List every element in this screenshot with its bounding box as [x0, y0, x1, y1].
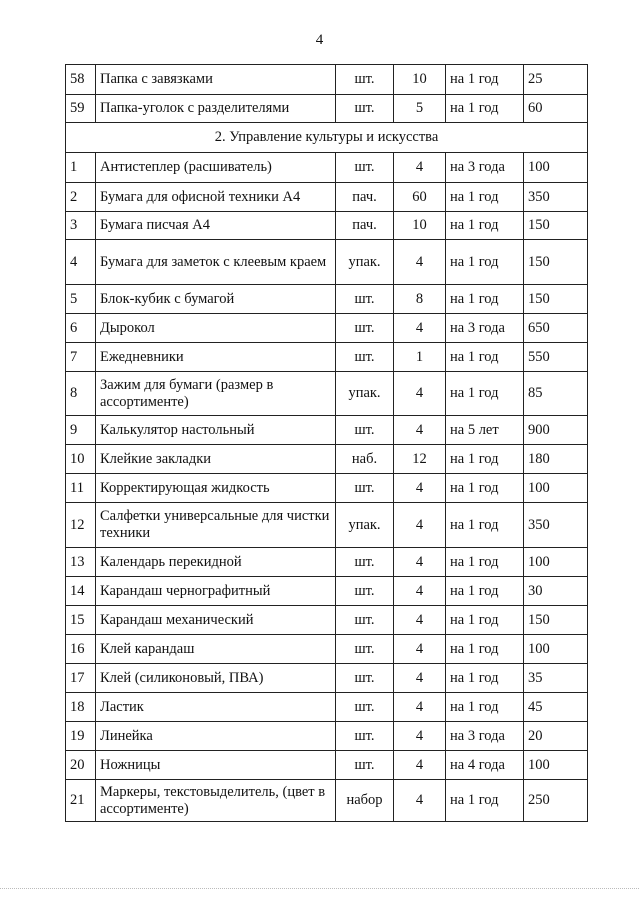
usage-period: на 1 год [446, 474, 524, 503]
unit-of-measure: шт. [336, 577, 394, 606]
usage-period: на 1 год [446, 240, 524, 285]
unit-of-measure: шт. [336, 606, 394, 635]
item-name: Корректирующая жидкость [96, 474, 336, 503]
table-row [66, 751, 588, 780]
quantity: 4 [394, 153, 446, 183]
row-number: 7 [66, 343, 96, 372]
quantity: 4 [394, 751, 446, 780]
quantity: 4 [394, 503, 446, 548]
quantity: 4 [394, 577, 446, 606]
unit-of-measure: шт. [336, 664, 394, 693]
unit-of-measure: пач. [336, 183, 394, 212]
usage-period: на 1 год [446, 664, 524, 693]
price: 100 [524, 474, 588, 503]
usage-period: на 1 год [446, 212, 524, 240]
table-row [66, 372, 588, 416]
price: 45 [524, 693, 588, 722]
item-name: Клейкие закладки [96, 445, 336, 474]
unit-of-measure: шт. [336, 314, 394, 343]
quantity: 1 [394, 343, 446, 372]
usage-period: на 1 год [446, 372, 524, 416]
row-number: 17 [66, 664, 96, 693]
table-row [66, 314, 588, 343]
table-row [66, 153, 588, 183]
quantity: 4 [394, 548, 446, 577]
table-row [66, 95, 588, 123]
quantity: 4 [394, 474, 446, 503]
unit-of-measure: шт. [336, 635, 394, 664]
table-row [66, 416, 588, 445]
usage-period: на 1 год [446, 183, 524, 212]
row-number: 4 [66, 240, 96, 285]
item-name: Клей (силиконовый, ПВА) [96, 664, 336, 693]
quantity: 60 [394, 183, 446, 212]
unit-of-measure: набор [336, 780, 394, 822]
table-row [66, 183, 588, 212]
row-number: 13 [66, 548, 96, 577]
table-row [66, 343, 588, 372]
quantity: 10 [394, 65, 446, 95]
price: 150 [524, 212, 588, 240]
quantity: 4 [394, 314, 446, 343]
unit-of-measure: шт. [336, 343, 394, 372]
usage-period: на 3 года [446, 722, 524, 751]
price: 900 [524, 416, 588, 445]
quantity: 4 [394, 780, 446, 822]
usage-period: на 1 год [446, 95, 524, 123]
row-number: 18 [66, 693, 96, 722]
usage-period: на 1 год [446, 606, 524, 635]
item-name: Бумага для офисной техники А4 [96, 183, 336, 212]
item-name: Ежедневники [96, 343, 336, 372]
table-row [66, 65, 588, 95]
price: 350 [524, 183, 588, 212]
usage-period: на 1 год [446, 503, 524, 548]
item-name: Маркеры, текстовыделитель, (цвет в ассортименте) [96, 780, 336, 822]
table-row [66, 240, 588, 285]
row-number: 21 [66, 780, 96, 822]
price: 650 [524, 314, 588, 343]
quantity: 4 [394, 372, 446, 416]
unit-of-measure: пач. [336, 212, 394, 240]
quantity: 4 [394, 664, 446, 693]
row-number: 12 [66, 503, 96, 548]
item-name: Дырокол [96, 314, 336, 343]
row-number: 14 [66, 577, 96, 606]
usage-period: на 1 год [446, 635, 524, 664]
item-name: Антистеплер (расшиватель) [96, 153, 336, 183]
table-row [66, 664, 588, 693]
item-name: Линейка [96, 722, 336, 751]
quantity: 4 [394, 693, 446, 722]
row-number: 2 [66, 183, 96, 212]
row-number: 3 [66, 212, 96, 240]
price: 60 [524, 95, 588, 123]
usage-period: на 3 года [446, 153, 524, 183]
quantity: 8 [394, 285, 446, 314]
row-number: 10 [66, 445, 96, 474]
unit-of-measure: шт. [336, 751, 394, 780]
quantity: 4 [394, 606, 446, 635]
table-row [66, 722, 588, 751]
usage-period: на 1 год [446, 65, 524, 95]
table-row [66, 577, 588, 606]
unit-of-measure: шт. [336, 474, 394, 503]
row-number: 59 [66, 95, 96, 123]
unit-of-measure: шт. [336, 285, 394, 314]
item-name: Калькулятор настольный [96, 416, 336, 445]
unit-of-measure: шт. [336, 548, 394, 577]
item-name: Бумага писчая А4 [96, 212, 336, 240]
row-number: 15 [66, 606, 96, 635]
table-row [66, 548, 588, 577]
unit-of-measure: шт. [336, 153, 394, 183]
row-number: 6 [66, 314, 96, 343]
section-header-row [66, 123, 588, 153]
item-name: Зажим для бумаги (размер в ассортименте) [96, 372, 336, 416]
usage-period: на 1 год [446, 343, 524, 372]
price: 250 [524, 780, 588, 822]
table-row [66, 780, 588, 822]
item-name: Бумага для заметок с клеевым краем [96, 240, 336, 285]
supplies-table-body [66, 65, 588, 822]
item-name: Клей карандаш [96, 635, 336, 664]
item-name: Папка-уголок с разделителями [96, 95, 336, 123]
unit-of-measure: наб. [336, 445, 394, 474]
price: 150 [524, 285, 588, 314]
page-number: 4 [315, 32, 324, 48]
row-number: 8 [66, 372, 96, 416]
price: 350 [524, 503, 588, 548]
price: 100 [524, 548, 588, 577]
table-row [66, 474, 588, 503]
quantity: 4 [394, 722, 446, 751]
item-name: Ножницы [96, 751, 336, 780]
quantity: 4 [394, 635, 446, 664]
row-number: 9 [66, 416, 96, 445]
usage-period: на 3 года [446, 314, 524, 343]
row-number: 5 [66, 285, 96, 314]
quantity: 4 [394, 240, 446, 285]
supplies-table [65, 64, 588, 822]
usage-period: на 1 год [446, 548, 524, 577]
price: 100 [524, 751, 588, 780]
item-name: Календарь перекидной [96, 548, 336, 577]
price: 35 [524, 664, 588, 693]
usage-period: на 1 год [446, 285, 524, 314]
unit-of-measure: шт. [336, 693, 394, 722]
row-number: 58 [66, 65, 96, 95]
usage-period: на 5 лет [446, 416, 524, 445]
price: 30 [524, 577, 588, 606]
section-title: 2. Управление культуры и искусства [66, 123, 588, 153]
item-name: Папка с завязками [96, 65, 336, 95]
usage-period: на 1 год [446, 693, 524, 722]
unit-of-measure: упак. [336, 240, 394, 285]
price: 150 [524, 240, 588, 285]
quantity: 10 [394, 212, 446, 240]
item-name: Ластик [96, 693, 336, 722]
unit-of-measure: шт. [336, 65, 394, 95]
usage-period: на 1 год [446, 780, 524, 822]
table-row [66, 212, 588, 240]
unit-of-measure: упак. [336, 503, 394, 548]
table-row [66, 503, 588, 548]
row-number: 1 [66, 153, 96, 183]
price: 550 [524, 343, 588, 372]
price: 150 [524, 606, 588, 635]
quantity: 5 [394, 95, 446, 123]
item-name: Карандаш чернографитный [96, 577, 336, 606]
price: 85 [524, 372, 588, 416]
table-row [66, 635, 588, 664]
price: 20 [524, 722, 588, 751]
usage-period: на 4 года [446, 751, 524, 780]
table-row [66, 445, 588, 474]
item-name: Блок-кубик с бумагой [96, 285, 336, 314]
unit-of-measure: шт. [336, 95, 394, 123]
unit-of-measure: упак. [336, 372, 394, 416]
scan-edge-line [0, 888, 639, 889]
quantity: 12 [394, 445, 446, 474]
row-number: 16 [66, 635, 96, 664]
table-row [66, 285, 588, 314]
unit-of-measure: шт. [336, 722, 394, 751]
table-row [66, 606, 588, 635]
table-row [66, 693, 588, 722]
price: 180 [524, 445, 588, 474]
price: 100 [524, 153, 588, 183]
row-number: 11 [66, 474, 96, 503]
quantity: 4 [394, 416, 446, 445]
item-name: Салфетки универсальные для чистки техники [96, 503, 336, 548]
usage-period: на 1 год [446, 445, 524, 474]
unit-of-measure: шт. [336, 416, 394, 445]
price: 100 [524, 635, 588, 664]
row-number: 20 [66, 751, 96, 780]
usage-period: на 1 год [446, 577, 524, 606]
price: 25 [524, 65, 588, 95]
item-name: Карандаш механический [96, 606, 336, 635]
row-number: 19 [66, 722, 96, 751]
